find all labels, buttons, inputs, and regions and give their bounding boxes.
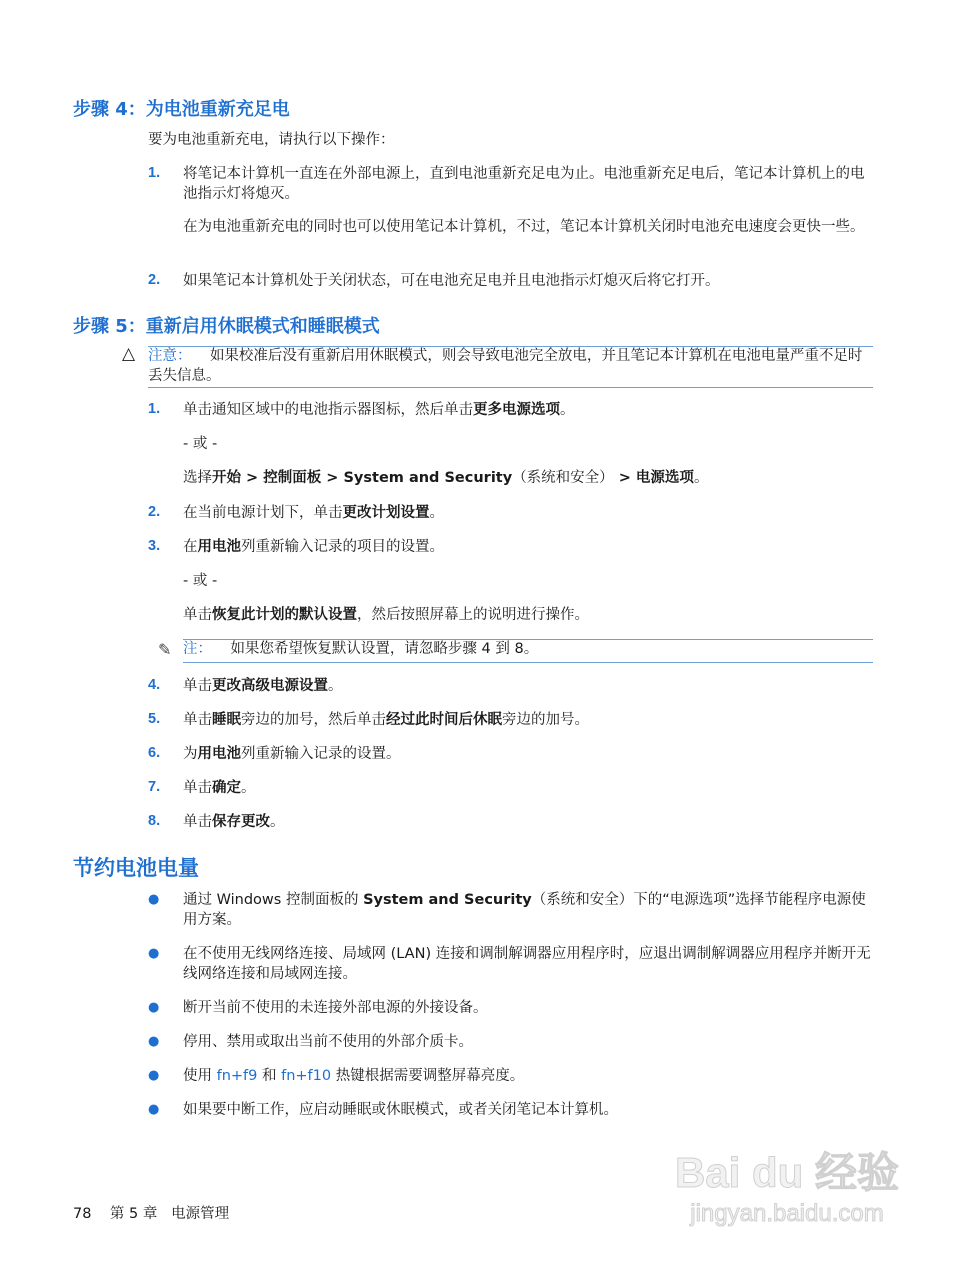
bold-text: 经过此时间后休眠: [386, 712, 502, 728]
text-segment: 选择: [183, 470, 212, 486]
watermark-url: jingyan.baidu.com: [690, 1200, 884, 1227]
text-segment: 列重新输入记录的设置。: [241, 746, 401, 762]
text-segment: 在: [183, 539, 198, 555]
bullet-item: [183, 1101, 875, 1121]
text-segment: 。: [241, 780, 256, 796]
bold-text: System and Security: [363, 892, 532, 908]
bold-text: 保存更改: [212, 814, 270, 830]
bold-text: 确定: [212, 780, 241, 796]
page-footer: [73, 1202, 229, 1223]
warning-triangle-icon: △: [122, 344, 136, 364]
bold-text: 用电池: [197, 539, 241, 555]
text-segment: 将笔记本计算机一直连在外部电源上，直到电池重新充足电为止。电池重新充足电后，笔记本计算机上的电池指示灯将熄灭。: [183, 166, 865, 202]
bold-text: 睡眠: [212, 712, 241, 728]
text-segment: 如果笔记本计算机处于关闭状态，可在电池充足电并且电池指示灯熄灭后将它打开。: [183, 273, 720, 289]
text-segment: 单击: [183, 712, 212, 728]
list-item: [183, 401, 875, 421]
list-item: [183, 677, 875, 697]
hotkey-text: fn+f9: [216, 1068, 258, 1084]
text-segment: 旁边的加号，然后单击: [241, 712, 386, 728]
caution-label: 注意：: [148, 348, 192, 364]
list-number: 3.: [148, 538, 161, 554]
list-number: 2.: [148, 272, 161, 288]
text-segment: 旁边的加号。: [502, 712, 589, 728]
bold-text: 更改高级电源设置: [212, 678, 328, 694]
text-segment: 。: [328, 678, 343, 694]
bullet-icon: ●: [148, 892, 160, 907]
text-segment: 列重新输入记录的项目的设置。: [241, 539, 444, 555]
step5-heading: 步骤 5：重新启用休眠模式和睡眠模式: [73, 316, 380, 337]
bullet-item: [183, 945, 875, 984]
text-segment: 单击: [183, 678, 212, 694]
list-number: 1.: [148, 165, 161, 181]
caution-bottom-rule: [148, 387, 873, 388]
bullet-item: [183, 1067, 875, 1087]
bold-text: 更多电源选项: [473, 402, 560, 418]
bullet-item: [183, 1033, 875, 1053]
text-segment: 使用: [183, 1068, 217, 1084]
note-box: [183, 640, 875, 660]
text-segment: （系统和安全）下的“电源选项”选择节能程序电源使用方案。: [183, 892, 866, 928]
text-segment: 在当前电源计划下，单击: [183, 505, 343, 521]
text-segment: - 或 -: [183, 573, 218, 589]
list-number: 8.: [148, 813, 161, 829]
bold-text: 恢复此计划的默认设置: [212, 607, 357, 623]
chapter-title: 电源管理: [171, 1206, 230, 1222]
text-segment: 单击: [183, 814, 212, 830]
text-segment: 。: [270, 814, 285, 830]
list-item-paragraph: [183, 469, 875, 489]
bullet-icon: ●: [148, 1034, 160, 1049]
bold-text: 用电池: [197, 746, 241, 762]
text-segment: （系统和安全）: [512, 470, 614, 486]
list-item: [183, 711, 875, 731]
bullet-icon: ●: [148, 1102, 160, 1117]
list-item: [183, 272, 875, 292]
or-separator: [183, 435, 875, 455]
step4-heading: 步骤 4：为电池重新充足电: [73, 99, 290, 120]
caution-text: 如果校准后没有重新启用休眠模式，则会导致电池完全放电，并且笔记本计算机在电池电量严重不足时丢失信息。: [148, 348, 863, 384]
text-segment: 单击: [183, 607, 212, 623]
text-segment: ，然后按照屏幕上的说明进行操作。: [357, 607, 589, 623]
bullet-icon: ●: [148, 946, 160, 961]
list-item: [183, 745, 875, 765]
list-item-paragraph: [183, 606, 875, 626]
bold-text: > 电源选项: [613, 470, 694, 486]
page-number: 78: [73, 1206, 92, 1222]
bold-text: 更改计划设置: [342, 505, 430, 521]
watermark-brand: Bai du 经验: [674, 1149, 899, 1196]
text-segment: 和: [257, 1068, 282, 1084]
text-segment: 热键根据需要调整屏幕亮度。: [331, 1068, 525, 1084]
note-pencil-icon: ✎: [158, 640, 172, 659]
text-segment: 单击通知区域中的电池指示器图标，然后单击: [183, 402, 473, 418]
list-item: [183, 779, 875, 799]
chapter-label: 第 5 章: [109, 1206, 158, 1222]
list-item-paragraph: [183, 218, 875, 238]
list-number: 2.: [148, 504, 161, 520]
list-item: [183, 813, 875, 833]
text-segment: - 或 -: [183, 436, 218, 452]
list-number: 6.: [148, 745, 161, 761]
text-segment: 单击: [183, 780, 212, 796]
list-item: [183, 538, 875, 558]
text-segment: 为: [183, 746, 198, 762]
text-segment: 在为电池重新充电的同时也可以使用笔记本计算机，不过，笔记本计算机关闭时电池充电速度会更快一些。: [183, 219, 865, 235]
bullet-icon: ●: [148, 1068, 160, 1083]
hotkey-text: fn+f10: [281, 1068, 332, 1084]
text-segment: 在不使用无线网络连接、局域网 (LAN) 连接和调制解调器应用程序时，应退出调制解调器应用程序并断开无线网络连接和局域网连接。: [183, 946, 871, 982]
or-separator: [183, 572, 875, 592]
list-number: 7.: [148, 779, 161, 795]
list-item: [183, 504, 875, 524]
text-segment: 断开当前不使用的未连接外部电源的外接设备。: [183, 1000, 488, 1016]
list-item: [183, 165, 875, 204]
list-number: 1.: [148, 401, 161, 417]
note-text: 如果您希望恢复默认设置，请忽略步骤 4 到 8。: [230, 641, 539, 657]
list-number: 4.: [148, 677, 161, 693]
text-segment: 停用、禁用或取出当前不使用的外部介质卡。: [183, 1034, 473, 1050]
note-bottom-rule: [183, 662, 873, 663]
text-segment: 通过 Windows 控制面板的: [183, 892, 364, 908]
caution-box: [148, 347, 875, 386]
step4-intro: 要为电池重新充电，请执行以下操作：: [148, 132, 395, 148]
save-battery-heading: 节约电池电量: [73, 856, 199, 880]
text-segment: 。: [429, 505, 444, 521]
list-number: 5.: [148, 711, 161, 727]
bullet-icon: ●: [148, 1000, 160, 1015]
text-segment: 如果要中断工作，应启动睡眠或休眠模式，或者关闭笔记本计算机。: [183, 1102, 618, 1118]
note-label: 注：: [183, 641, 212, 657]
text-segment: 。: [560, 402, 575, 418]
bold-text: 开始 > 控制面板 > System and Security: [212, 470, 513, 486]
baidu-watermark-logo: [675, 1140, 899, 1228]
text-segment: 。: [693, 470, 709, 486]
bullet-item: [183, 999, 875, 1019]
bullet-item: [183, 891, 875, 930]
